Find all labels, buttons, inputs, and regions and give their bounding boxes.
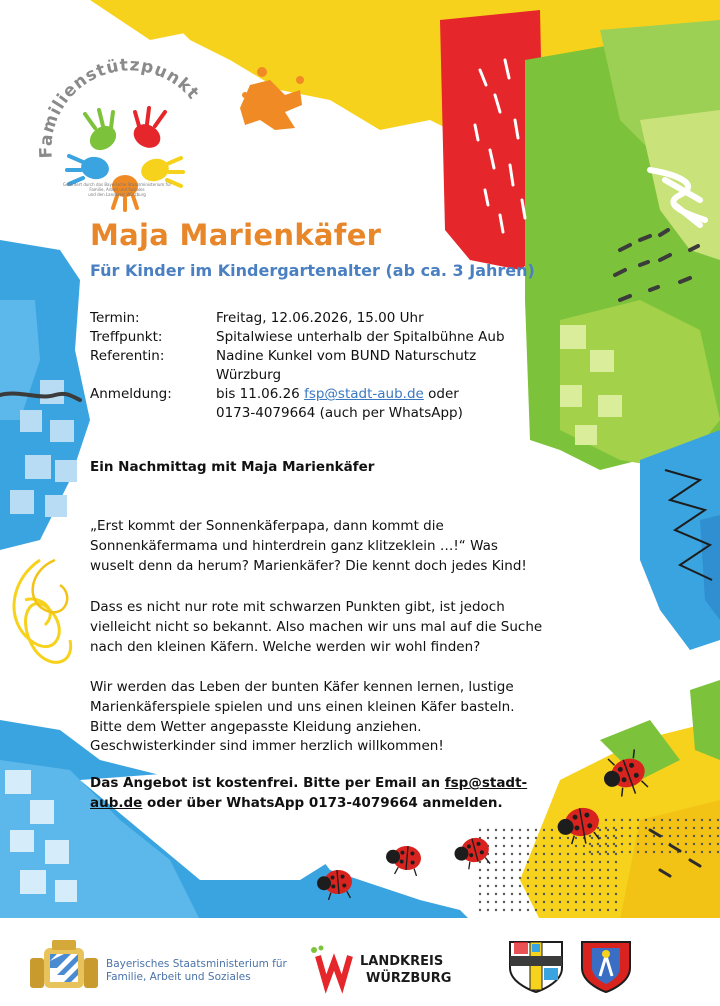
referentin-value-line: Würzburg: [216, 367, 282, 383]
event-info: [90, 309, 560, 423]
logo-funding-line: Gefördert durch das Bayerische Staatsministerium für Familie, Arbeit und Soziales: [62, 182, 172, 192]
paragraph-line: nach den kleinen Käfern. Welche werden wir wohl finden?: [90, 638, 481, 655]
logo-funding-line: und den Landkreis Würzburg: [88, 192, 146, 197]
logo-arc-text: Familienstützpunkt: [36, 55, 204, 159]
logo-funding-text: [62, 182, 172, 197]
ministry-line: Familie, Arbeit und Soziales: [106, 971, 251, 983]
anmeldung-label: Anmeldung:: [90, 386, 172, 402]
ministry-name: [106, 958, 287, 984]
paragraph-line: Geschwisterkinder sind immer herzlich willkommen!: [90, 738, 444, 755]
info-row-termin: [90, 309, 560, 328]
treffpunkt-label: Treffpunkt:: [90, 329, 163, 345]
paragraph-line: „Erst kommt der Sonnenkäferpapa, dann kommt die: [90, 518, 444, 534]
registration-email-link-cont[interactable]: aub.de: [90, 794, 143, 811]
anmeldung-phone: 0173-4079664 (auch per WhatsApp): [216, 405, 463, 421]
paragraph-line: vielleicht nicht so bekannt. Also machen wir uns mal auf die Suche: [90, 618, 543, 635]
referentin-label: Referentin:: [90, 348, 165, 364]
ministry-line: Bayerisches Staatsministerium für: [106, 958, 287, 970]
anmeldung-email-link[interactable]: fsp@stadt-aub.de: [304, 386, 424, 402]
landkreis-line: WÜRZBURG: [366, 971, 452, 986]
paragraph-line: Wir werden das Leben der bunten Käfer kennen lernen, lustige: [90, 679, 514, 695]
paragraph-registration: [90, 774, 650, 814]
landkreis-line: LANDKREIS: [360, 954, 444, 969]
anmeldung-value: [216, 385, 560, 423]
event-subtitle: Für Kinder im Kindergartenalter (ab ca. 3 Jahren): [90, 261, 535, 280]
referentin-value-line: Nadine Kunkel vom BUND Naturschutz: [216, 348, 477, 364]
anmeldung-deadline: bis 11.06.26: [216, 386, 300, 402]
svg-text:Familienstützpunkt: [36, 55, 203, 158]
paragraph-line: Sonnenkäfermama und hinterdrein ganz klitzeklein …!“ Was: [90, 537, 498, 554]
paragraph-search: [90, 598, 650, 657]
referentin-value: [216, 347, 560, 385]
anmeldung-or: oder: [428, 386, 459, 402]
info-row-anmeldung: [90, 385, 560, 423]
registration-text: oder über WhatsApp 0173-4079664 anmelden.: [142, 794, 503, 811]
treffpunkt-value: Spitalwiese unterhalb der Spitalbühne Aub: [216, 329, 505, 345]
registration-text: Das Angebot ist kostenfrei. Bitte per Email an: [90, 775, 445, 791]
paragraph-line: wuselt denn da herum? Marienkäfer? Die kennt doch jedes Kind!: [90, 557, 527, 574]
termin-value: Freitag, 12.06.2026, 15.00 Uhr: [216, 310, 424, 326]
paragraph-line: Marienkäferspiele spielen und uns einen kleinen Käfer basteln.: [90, 698, 515, 715]
info-row-treffpunkt: [90, 328, 560, 347]
registration-email-link[interactable]: fsp@stadt-: [444, 775, 528, 791]
paragraph-line: Bitte dem Wetter angepasste Kleidung anziehen.: [90, 718, 422, 735]
event-title: Maja Marienkäfer: [90, 218, 382, 252]
paragraph-intro: [90, 517, 650, 576]
section-heading: Ein Nachmittag mit Maja Marienkäfer: [90, 459, 375, 475]
landkreis-wordmark: [352, 953, 451, 987]
info-row-referentin: [90, 347, 560, 385]
paragraph-line: Dass es nicht nur rote mit schwarzen Punkten gibt, ist jedoch: [90, 599, 505, 615]
paragraph-activities: [90, 678, 650, 757]
termin-label: Termin:: [90, 310, 140, 326]
